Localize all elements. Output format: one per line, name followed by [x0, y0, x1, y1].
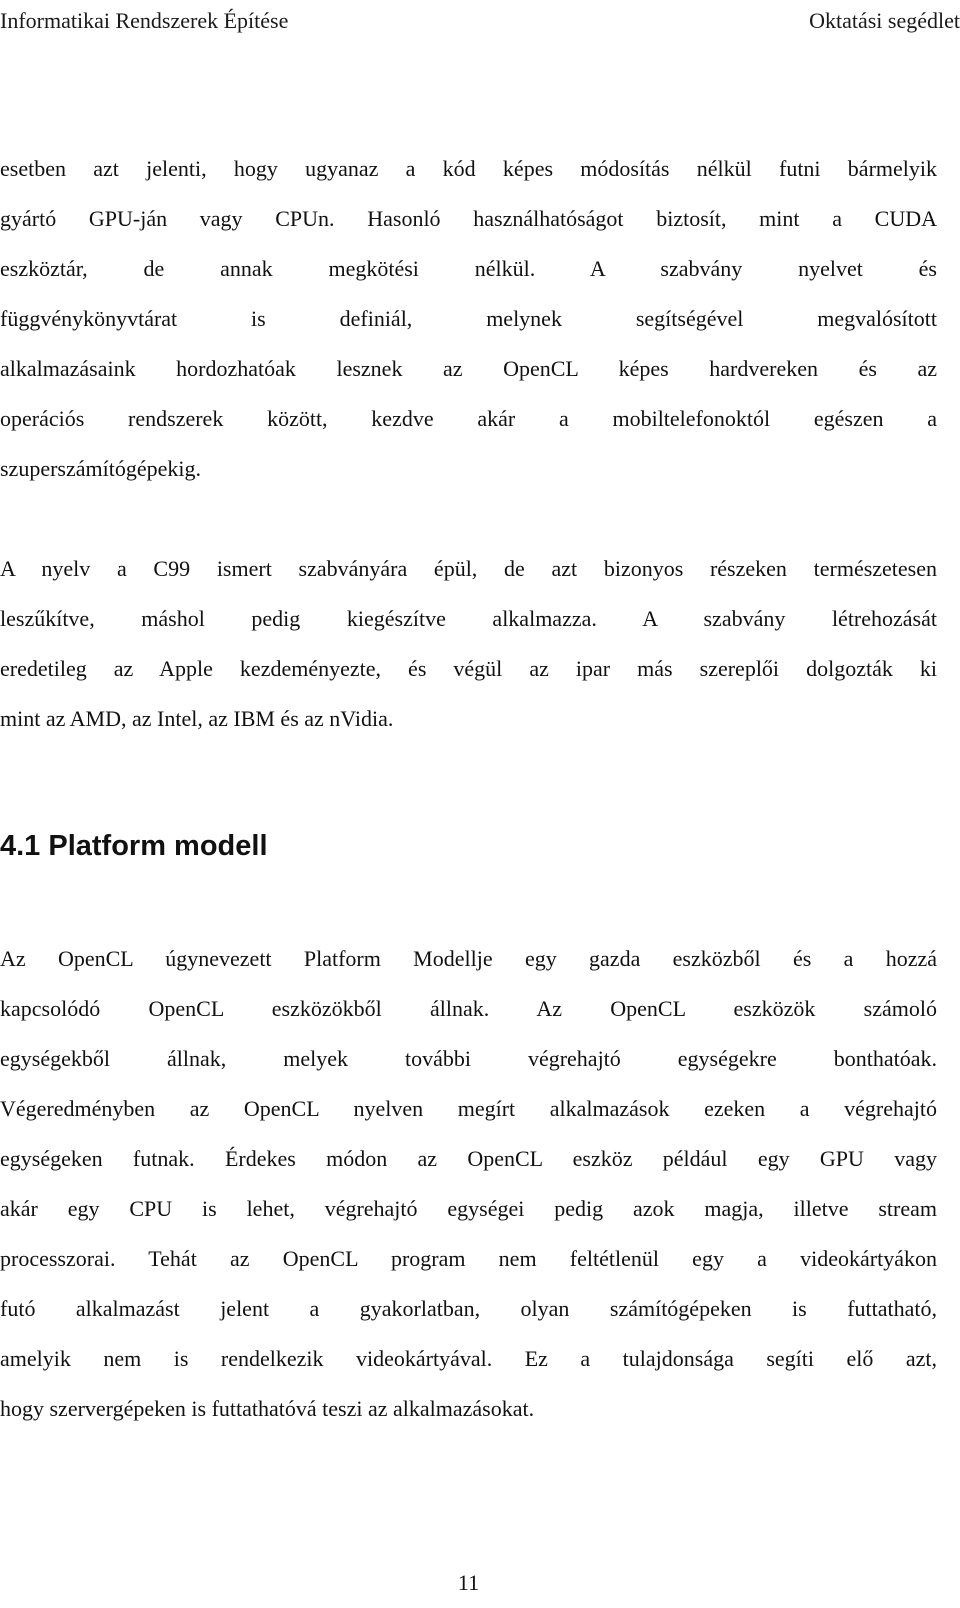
text-line: egységekből állnak, melyek további végrehajtó egységekre bonthatóak. [0, 1046, 937, 1071]
text-line: esetben azt jelenti, hogy ugyanaz a kód képes módosítás nélkül futni bármelyik [0, 156, 937, 181]
text-line: amelyik nem is rendelkezik videokártyával. Ez a tulajdonsága segíti elő azt, [0, 1346, 937, 1371]
text-line: akár egy CPU is lehet, végrehajtó egységei pedig azok magja, illetve stream [0, 1196, 937, 1221]
section-heading: 4.1 Platform modell [0, 830, 268, 862]
paragraph-c99-standard [0, 544, 937, 744]
text-line: eszköztár, de annak megkötési nélkül. A szabvány nyelvet és [0, 256, 937, 281]
text-line: Végeredményben az OpenCL nyelven megírt alkalmazások ezeken a végrehajtó [0, 1096, 937, 1121]
header-course-title: Informatikai Rendszerek Építése [0, 8, 289, 33]
text-line: kapcsolódó OpenCL eszközökből állnak. Az OpenCL eszközök számoló [0, 996, 937, 1021]
page-number: 11 [457, 1570, 480, 1595]
text-line: leszűkítve, máshol pedig kiegészítve alkalmazza. A szabvány létrehozását [0, 606, 937, 631]
text-line: mint az AMD, az Intel, az IBM és az nVidia. [0, 706, 394, 731]
text-line: operációs rendszerek között, kezdve akár a mobiltelefonoktól egészen a [0, 406, 937, 431]
text-line: processzorai. Tehát az OpenCL program nem feltétlenül egy a videokártyákon [0, 1246, 937, 1271]
text-line: eredetileg az Apple kezdeményezte, és végül az ipar más szereplői dolgozták ki [0, 656, 937, 681]
text-line: Az OpenCL úgynevezett Platform Modellje egy gazda eszközből és a hozzá [0, 946, 937, 971]
text-line: A nyelv a C99 ismert szabványára épül, de azt bizonyos részeken természetesen [0, 556, 937, 581]
running-header [0, 6, 960, 36]
text-line: egységeken futnak. Érdekes módon az OpenCL eszköz például egy GPU vagy [0, 1146, 937, 1171]
text-line: gyártó GPU-ján vagy CPUn. Hasonló használhatóságot biztosít, mint a CUDA [0, 206, 937, 231]
paragraph-platform-model [0, 934, 937, 1434]
text-line: szuperszámítógépekig. [0, 456, 201, 481]
text-line: hogy szervergépeken is futtathatóvá teszi az alkalmazásokat. [0, 1396, 535, 1421]
paragraph-opencl-portability [0, 144, 937, 494]
text-line: függvénykönyvtárat is definiál, melynek segítségével megvalósított [0, 306, 937, 331]
header-document-type: Oktatási segédlet [809, 8, 960, 33]
text-line: alkalmazásaink hordozhatóak lesznek az OpenCL képes hardvereken és az [0, 356, 937, 381]
text-line: futó alkalmazást jelent a gyakorlatban, olyan számítógépeken is futtatható, [0, 1296, 937, 1321]
